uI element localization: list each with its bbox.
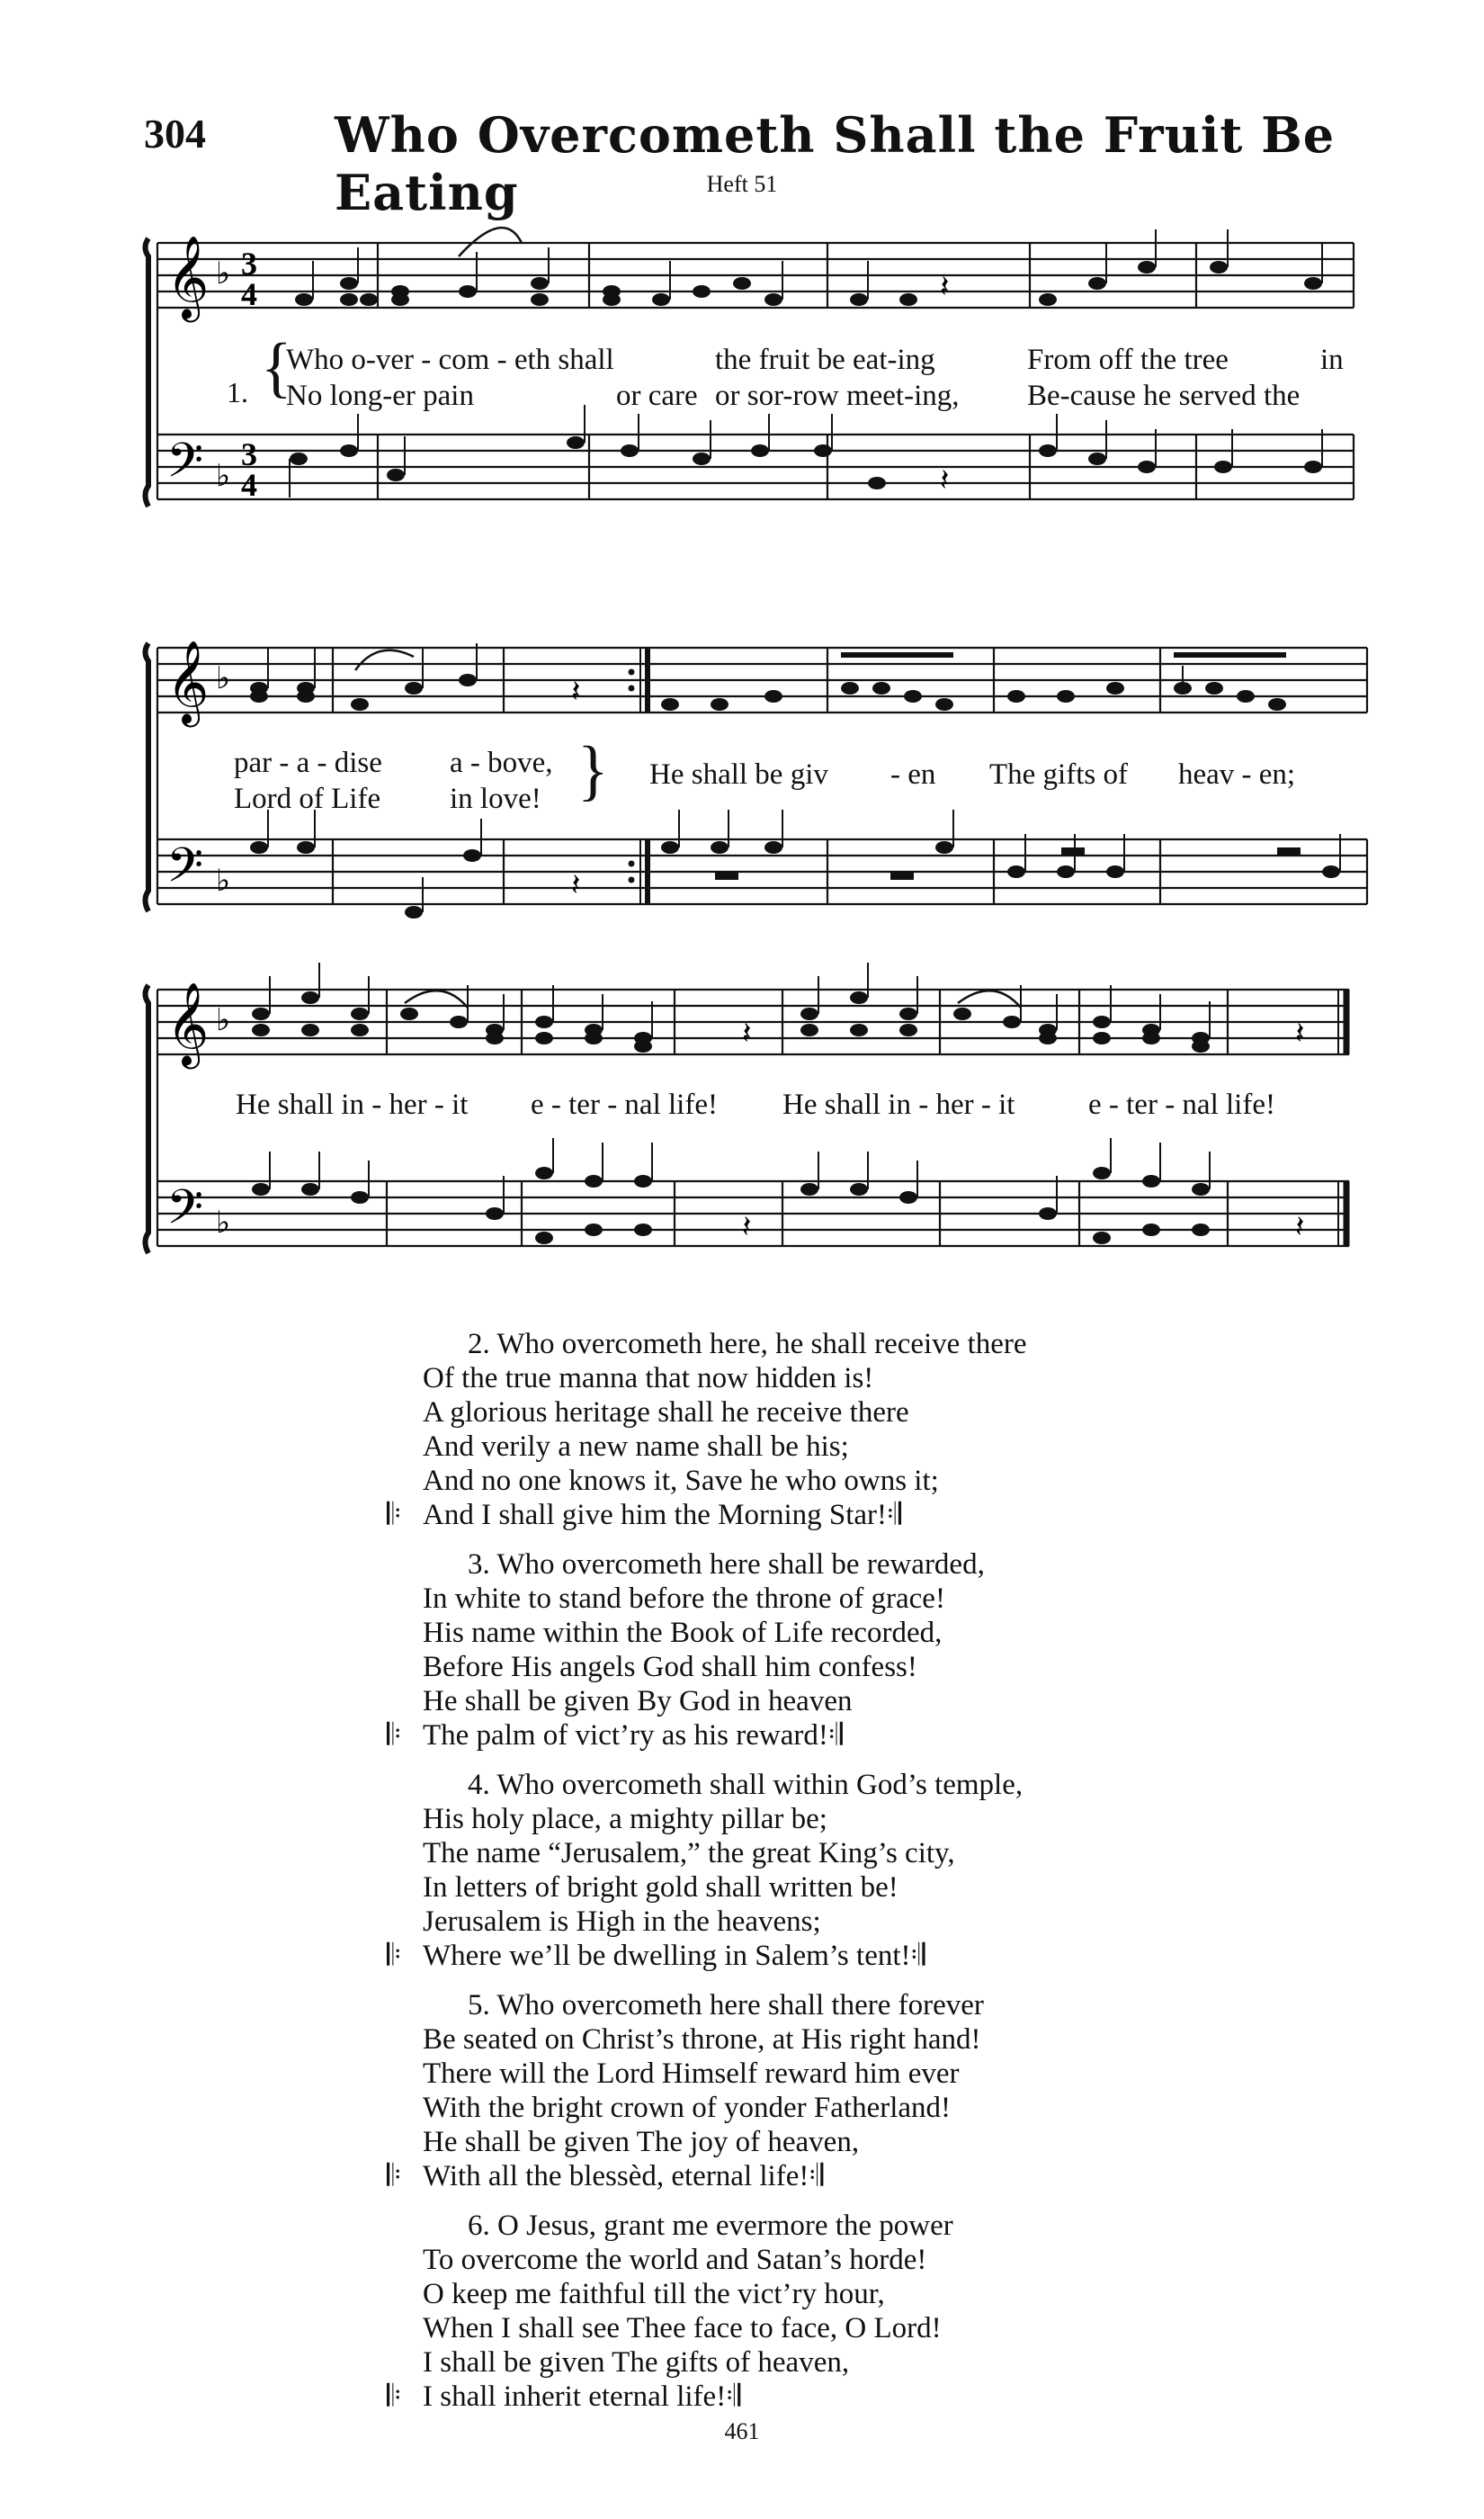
lyric-line2a-2: a - bove, [450,747,553,779]
tune-name: Heft 51 [706,171,778,197]
lyric-line2b-1: Lord of Life [234,783,381,815]
lyric-line1b-3: or sor-row meet-ing, [715,380,960,412]
svg-text:♭: ♭ [216,255,231,291]
hymn-number: 304 [144,111,206,157]
lyric-line2a-1: par - a - dise [234,747,382,779]
svg-text:𝄽: 𝄽 [1295,1016,1305,1052]
svg-text:𝄽: 𝄽 [742,1016,752,1052]
svg-text:♭: ♭ [216,1205,231,1241]
stanza-line: There will the Lord Himself reward him ever [423,2057,960,2090]
svg-text:♭: ♭ [216,1002,231,1038]
stanza-line: I shall be given The gifts of heaven, [423,2346,850,2379]
repeat-close-sign: 𝄇 [887,1499,902,1531]
stanza-line: His name within the Book of Life recorded, [423,1617,943,1649]
lyric-line1a-2: the fruit be eat-ing [715,344,935,376]
svg-text:𝄢: 𝄢 [166,838,204,905]
repeat-open-sign: 𝄆 [387,1940,402,1972]
svg-text:♭: ♭ [216,458,231,494]
repeat-close-sign: 𝄇 [809,2160,824,2192]
svg-text:3: 3 [241,246,257,282]
stanza-line: 3. Who overcometh here shall be rewarded, [468,1548,985,1581]
repeat-open-sign: 𝄆 [387,1499,402,1531]
lyric-line2b-2: in love! [450,783,541,815]
svg-text:4: 4 [241,276,257,312]
svg-text:𝄽: 𝄽 [940,462,950,498]
lyric-line1b-2: or care [616,380,698,412]
lyric-line3-3: He shall in - her - it [782,1089,1015,1121]
hymn-title: Who Overcometh Shall the Fruit Be Eating [335,106,1336,221]
stanza-line: Before His angels God shall him confess! [423,1651,917,1683]
stanza-2 [387,1327,1027,1532]
svg-text:4: 4 [241,467,257,503]
lyric-line1a-1: Who o-ver - com - eth shall [286,344,614,376]
stanza-repeat-line [387,1718,985,1753]
repeat-text: I shall inherit eternal life! [423,2380,727,2413]
stanza-repeat-line [387,1939,1023,1973]
stanza-line: And no one knows it, Save he who owns it; [423,1465,939,1497]
lyric-line1b-1: No long-er pain [286,380,474,412]
stanza-line: 6. O Jesus, grant me evermore the power [468,2210,953,2242]
lyric-refrain-4: heav - en; [1178,758,1296,791]
repeat-text: The palm of vict’ry as his reward! [423,1719,828,1752]
stanza-line: He shall be given The joy of heaven, [423,2126,860,2158]
stanza-line: To overcome the world and Satan’s horde! [423,2244,927,2276]
stanza-line: The name “Jerusalem,” the great King’s city, [423,1837,955,1869]
stanza-repeat-line [387,2380,953,2414]
stanza-5 [387,1988,984,2193]
stanza-line: O keep me faithful till the vict’ry hour, [423,2278,885,2310]
svg-text:𝄢: 𝄢 [166,1180,204,1247]
repeat-open-sign: 𝄆 [387,1719,402,1752]
stanza-line: Of the true manna that now hidden is! [423,1362,874,1394]
lyric-line3-1: He shall in - her - it [236,1089,469,1121]
lyric-brace-right: } [577,732,609,808]
stanza-repeat-line [387,2159,984,2193]
stanza-repeat-line [387,1498,1027,1532]
svg-text:𝄽: 𝄽 [742,1209,752,1245]
svg-text:3: 3 [241,436,257,472]
repeat-close-sign: 𝄇 [827,1719,843,1752]
stanza-3 [387,1547,985,1753]
stanza-line: With the bright crown of yonder Fatherland! [423,2092,952,2124]
stanza-line: His holy place, a mighty pillar be; [423,1803,827,1835]
lyric-refrain-2: - en [890,758,936,791]
stanza-line: In letters of bright gold shall written be! [423,1871,898,1904]
page-number: 461 [724,2418,760,2444]
lyric-brace-left: { [261,329,292,405]
svg-text:𝄽: 𝄽 [1295,1209,1305,1245]
lyric-line1a-4: in [1320,344,1344,376]
stanza-line: 4. Who overcometh shall within God’s temple, [468,1769,1024,1801]
svg-text:𝄞: 𝄞 [166,640,210,723]
stanza-line: When I shall see Thee face to face, O Lord! [423,2312,942,2344]
repeat-text: And I shall give him the Morning Star! [423,1499,888,1531]
svg-text:♭: ♭ [216,863,231,899]
stanza-line: He shall be given By God in heaven [423,1685,853,1717]
stanza-6 [387,2209,953,2414]
repeat-text: With all the blessèd, eternal life! [423,2160,809,2192]
verse-number: 1. [227,376,248,408]
stanza-line: 2. Who overcometh here, he shall receive there [468,1328,1027,1360]
stanza-line: 5. Who overcometh here shall there forever [468,1989,984,2021]
lyric-line3-2: e - ter - nal life! [531,1089,718,1121]
repeat-text: Where we’ll be dwelling in Salem’s tent! [423,1940,911,1972]
repeat-open-sign: 𝄆 [387,2160,402,2192]
stanza-line: A glorious heritage shall he receive there [423,1396,909,1429]
stanza-line: And verily a new name shall be his; [423,1430,849,1463]
svg-text:𝄽: 𝄽 [940,269,950,305]
lyric-refrain-1: He shall be giv [649,758,828,791]
svg-text:♭: ♭ [216,660,231,696]
svg-text:𝄽: 𝄽 [571,674,581,710]
svg-text:𝄞: 𝄞 [166,235,210,318]
repeat-close-sign: 𝄇 [910,1940,925,1972]
svg-text:𝄢: 𝄢 [166,434,204,500]
svg-text:𝄽: 𝄽 [571,867,581,903]
lyric-line1a-3: From off the tree [1027,344,1229,376]
stanza-line: Jerusalem is High in the heavens; [423,1905,821,1938]
repeat-close-sign: 𝄇 [726,2380,741,2413]
lyric-line3-4: e - ter - nal life! [1088,1089,1275,1121]
svg-text:𝄞: 𝄞 [166,982,210,1065]
lyric-line1b-4: Be-cause he served the [1027,380,1301,412]
repeat-open-sign: 𝄆 [387,2380,402,2413]
stanza-line: In white to stand before the throne of grace! [423,1582,945,1615]
lyric-refrain-3: The gifts of [989,758,1128,791]
stanza-4 [387,1768,1024,1973]
stanza-line: Be seated on Christ’s throne, at His right hand! [423,2023,981,2056]
